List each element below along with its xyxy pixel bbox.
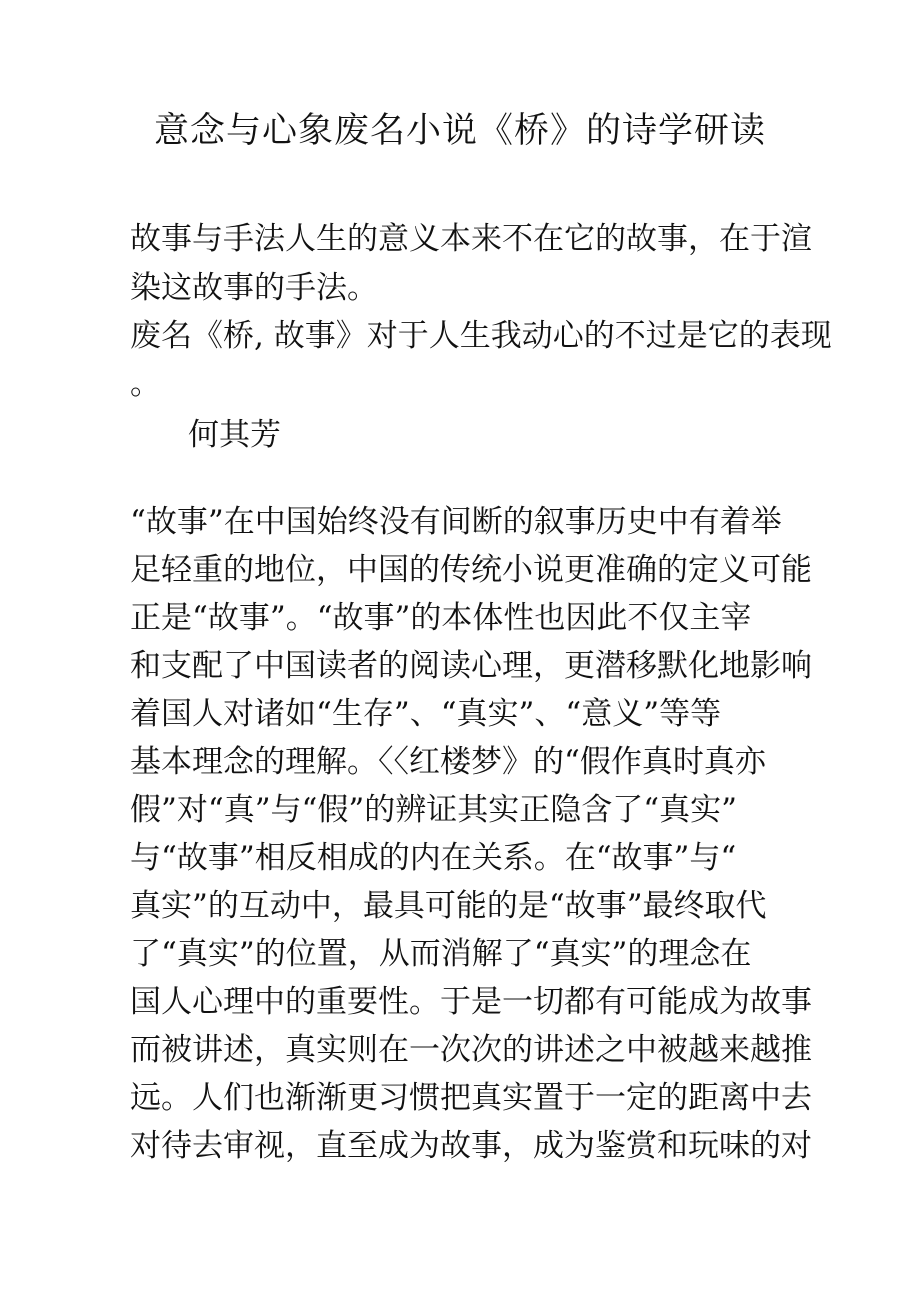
body-line: 真实”的互动中，最具可能的是“故事”最终取代	[130, 888, 767, 924]
body-line: 正是“故事”。“故事”的本体性也因此不仅主宰	[130, 600, 752, 636]
body-line: 国人心理中的重要性。于是一切都有可能成为故事	[130, 984, 812, 1020]
intro-line: 废名《桥, 故事》对于人生我动心的不过是它的表现	[130, 318, 832, 354]
body-line: 基本理念的理解。〈〈红楼梦》的“假作真时真亦	[130, 744, 766, 780]
body-line: 而被讲述，真实则在一次次的讲述之中被越来越推	[130, 1032, 812, 1068]
body-line: 着国人对诸如“生存”、“真实”、“意义”等等	[130, 696, 722, 732]
intro-line: 故事与手法人生的意义本来不在它的故事，在于渲	[130, 221, 812, 257]
body-line: 了“真实”的位置，从而消解了“真实”的理念在	[130, 936, 752, 972]
body-line: 足轻重的地位，中国的传统小说更准确的定义可能	[130, 552, 812, 588]
intro-line: 。	[130, 366, 161, 402]
body-line: 与“故事”相反相成的内在关系。在“故事”与“	[130, 840, 737, 876]
body-line: 和支配了中国读者的阅读心理，更潜移默化地影响	[130, 648, 812, 684]
body-line: 假”对“真”与“假”的辨证其实正隐含了“真实”	[130, 792, 737, 828]
body-line: 对待去审视，直至成为故事，成为鉴赏和玩味的对	[130, 1128, 812, 1164]
intro-line: 染这故事的手法。	[130, 270, 378, 306]
document-title: 意念与心象废名小说《桥》的诗学研读	[153, 111, 766, 151]
author-name: 何其芳	[188, 417, 281, 453]
body-line: 远。人们也渐渐更习惯把真实置于一定的距离中去	[130, 1080, 812, 1116]
body-line: “故事”在中国始终没有间断的叙事历史中有着举	[130, 504, 782, 540]
